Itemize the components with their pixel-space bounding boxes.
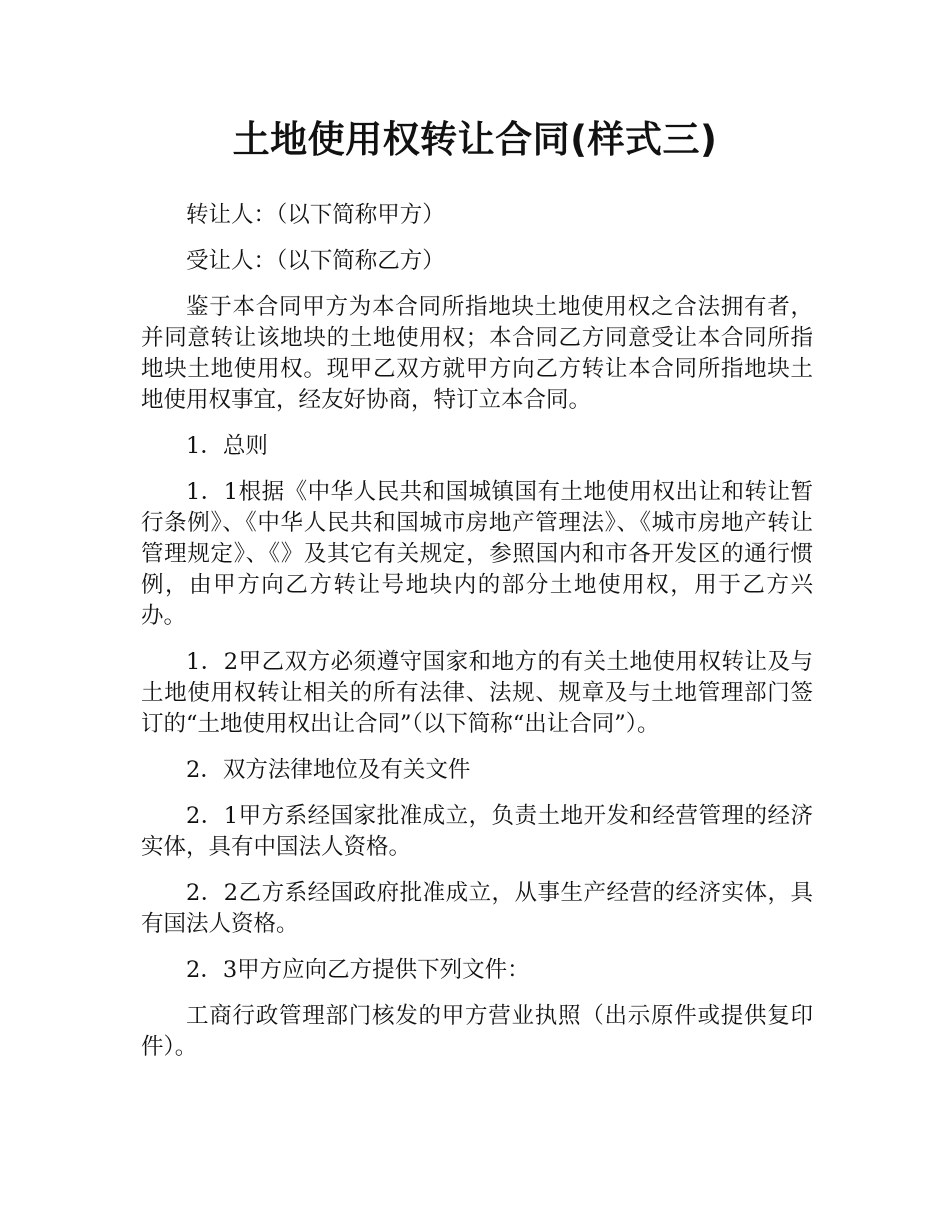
clause-2-1: 2．1甲方系经国家批准成立，负责土地开发和经营管理的经济实体，具有中国法人资格。	[141, 803, 813, 860]
clause-1-1: 1．1根据《中华人民共和国城镇国有土地使用权出让和转让暂行条例》、《中华人民共和国城市房地产管理法》、《城市房地产转让管理规定》、《》及其它有关规定，参照国内和市各开发区的通行惯例，由甲方向乙方转让号地块内的部分土地使用权，用于乙方兴办。	[141, 479, 813, 629]
clause-1-2: 1．2甲乙双方必须遵守国家和地方的有关土地使用权转让及与土地使用权转让相关的所有法律、法规、规章及与土地管理部门签订的“土地使用权出让合同”（以下简称“出让合同”）。	[141, 649, 813, 737]
document-body	[141, 200, 813, 1078]
party-transferor: 转让人：（以下简称甲方）	[186, 202, 445, 228]
clause-2-3: 2．3甲方应向乙方提供下列文件：	[186, 957, 530, 983]
preamble-paragraph: 鉴于本合同甲方为本合同所指地块土地使用权之合法拥有者，并同意转让该地块的土地使用权；本合同乙方同意受让本合同所指地块土地使用权。现甲乙双方就甲方向乙方转让本合同所指地块土地使用权事宜，经友好协商，特订立本合同。	[141, 294, 813, 413]
document-item-business-license: 工商行政管理部门核发的甲方营业执照（出示原件或提供复印件）。	[141, 1003, 813, 1060]
section-heading-general: 1．总则	[186, 433, 268, 459]
section-heading-legal-status: 2．双方法律地位及有关文件	[186, 757, 471, 783]
party-transferee: 受让人：（以下简称乙方）	[186, 248, 445, 274]
document-title: 土地使用权转让合同(样式三)	[232, 118, 718, 161]
clause-2-2: 2．2乙方系经国政府批准成立，从事生产经营的经济实体，具有国法人资格。	[141, 880, 813, 937]
